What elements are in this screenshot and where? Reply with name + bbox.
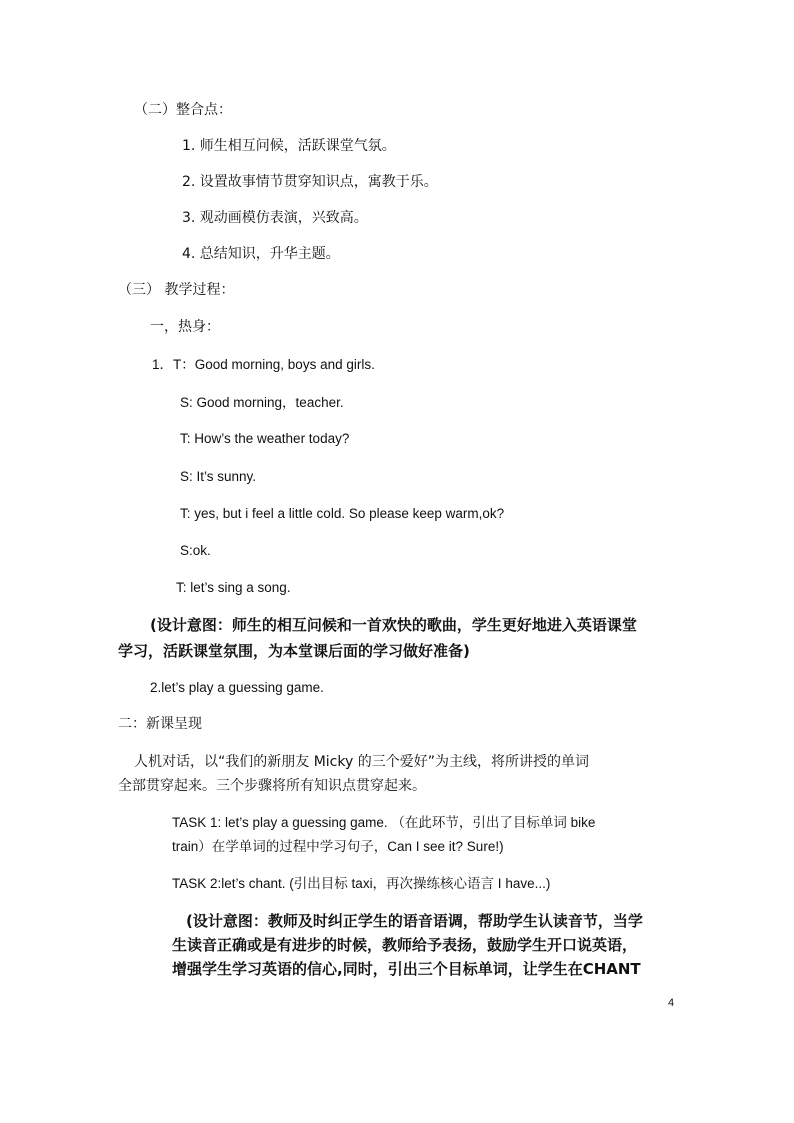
list-item: 2. 设置故事情节贯穿知识点，寓教于乐。 <box>182 174 438 190</box>
intro-line: 全部贯穿起来。三个步骤将所有知识点贯穿起来。 <box>118 778 426 794</box>
dialogue-line: S: Good morning，teacher. <box>180 395 344 410</box>
subheading-warmup: 一，热身： <box>150 319 220 335</box>
design-intent-line: (设计意图：师生的相互问候和一首欢快的歌曲，学生更好地进入英语课堂 <box>150 616 637 634</box>
list-item: 1. 师生相互问候，活跃课堂气氛。 <box>182 138 396 154</box>
design-intent-line: 增强学生学习英语的信心,同时，引出三个目标单词，让学生在CHANT <box>172 960 641 978</box>
task-line: TASK 1: let’s play a guessing game. （在此环节，引出了目标单词 bike <box>172 815 596 830</box>
dialogue-line: 1．T：Good morning, boys and girls. <box>152 357 375 372</box>
intro-line: 人机对话，以“我们的新朋友 Micky 的三个爱好”为主线，将所讲授的单词 <box>134 754 589 770</box>
dialogue-line: T: How’s the weather today? <box>180 431 350 446</box>
task-line: TASK 2:let’s chant. (引出目标 taxi，再次操练核心语言 I have...) <box>172 876 551 891</box>
dialogue-line: S: It’s sunny. <box>180 469 257 484</box>
design-intent-line: 学习，活跃课堂氛围，为本堂课后面的学习做好准备) <box>118 642 470 660</box>
dialogue-line: T: yes, but i feel a little cold. So please keep warm,ok? <box>180 506 505 521</box>
list-item: 3. 观动画模仿表演，兴致高。 <box>182 210 368 226</box>
dialogue-line: S:ok. <box>180 543 211 558</box>
subheading-new-lesson: 二：新课呈现 <box>118 716 202 732</box>
design-intent-line: 生读音正确或是有进步的时候，教师给予表扬，鼓励学生开口说英语， <box>172 936 638 954</box>
activity-guessing: 2.let’s play a guessing game. <box>150 680 324 695</box>
page-number: 4 <box>668 997 675 1009</box>
dialogue-line: T: let’s sing a song. <box>176 580 291 595</box>
section-heading-process: （三） 教学过程： <box>118 282 235 298</box>
design-intent-line: (设计意图：教师及时纠正学生的语音语调，帮助学生认读音节，当学 <box>186 912 643 930</box>
section-heading-integration: （二）整合点： <box>134 102 232 118</box>
list-item: 4. 总结知识，升华主题。 <box>182 246 340 262</box>
task-line: train）在学单词的过程中学习句子，Can I see it? Sure!) <box>172 839 504 854</box>
